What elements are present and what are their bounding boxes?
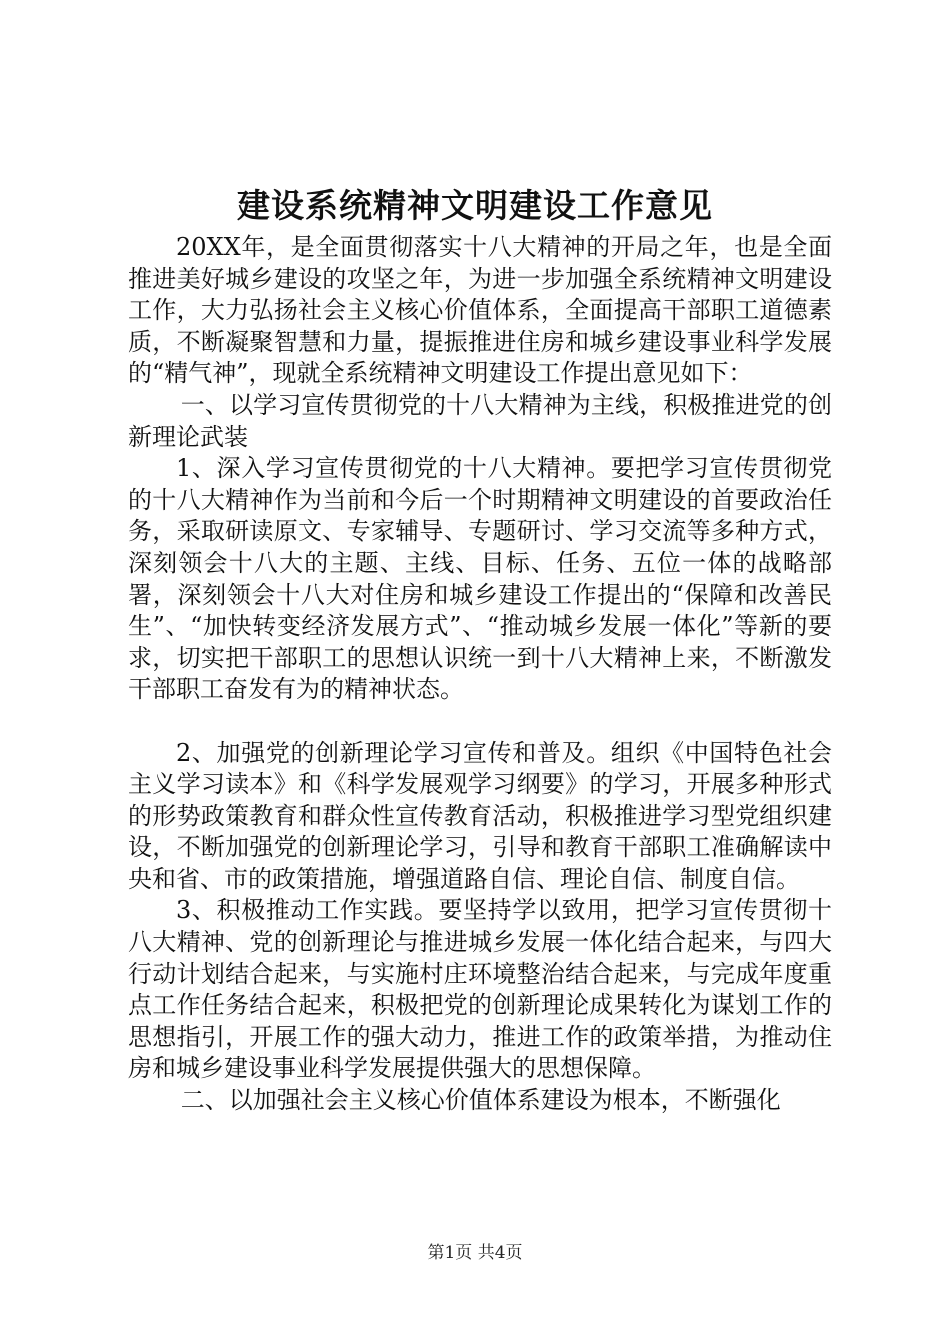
item-paragraph-1: 1、深入学习宣传贯彻党的十八大精神。要把学习宣传贯彻党的十八大精神作为当前和今后一个时期精神文明建设的首要政治任务，采取研读原文、专家辅导、专题研讨、学习交流等多种方式，深刻领会十八大的主题、主线、目标、任务、五位一体的战略部署，深刻领会十八大对住房和城乡建设工作提出的“保障和改善民生”、“加快转变经济发展方式”、“推动城乡发展一体化”等新的要求，切实把干部职工的思想认识统一到十八大精神上来，不断激发干部职工奋发有为的精神状态。 (128, 454, 832, 704)
section-heading-2: 二、以加强社会主义核心价值体系建设为根本，不断强化 (180, 1086, 781, 1115)
section-heading-1: 一、以学习宣传贯彻党的十八大精神为主线，积极推进党的创新理论武装 (128, 390, 832, 451)
item-paragraph-3: 3、积极推动工作实践。要坚持学以致用，把学习宣传贯彻十八大精神、党的创新理论与推进城乡发展一体化结合起来，与四大行动计划结合起来，与实施村庄环境整治结合起来，与完成年度重点工作任务结合起来，积极把党的创新理论成果转化为谋划工作的思想指引，开展工作的强大动力，推进工作的政策举措，为推动住房和城乡建设事业科学发展提供强大的思想保障。 (128, 896, 832, 1083)
item-paragraph-2: 2、加强党的创新理论学习宣传和普及。组织《中国特色社会主义学习读本》和《科学发展观学习纲要》的学习，开展多种形式的形势政策教育和群众性宣传教育活动，积极推进学习型党组织建设，不断加强党的创新理论学习，引导和教育干部职工准确解读中央和省、市的政策措施，增强道路自信、理论自信、制度自信。 (128, 738, 832, 893)
page-footer: 第1页 共4页 (427, 1243, 523, 1263)
document-title: 建设系统精神文明建设工作意见 (237, 186, 713, 225)
document-body (128, 232, 832, 1117)
intro-paragraph: 20XX年，是全面贯彻落实十八大精神的开局之年，也是全面推进美好城乡建设的攻坚之年，为进一步加强全系统精神文明建设工作，大力弘扬社会主义核心价值体系，全面提高干部职工道德素质，不断凝聚智慧和力量，提振推进住房和城乡建设事业科学发展的“精气神”，现就全系统精神文明建设工作提出意见如下： (128, 233, 832, 388)
